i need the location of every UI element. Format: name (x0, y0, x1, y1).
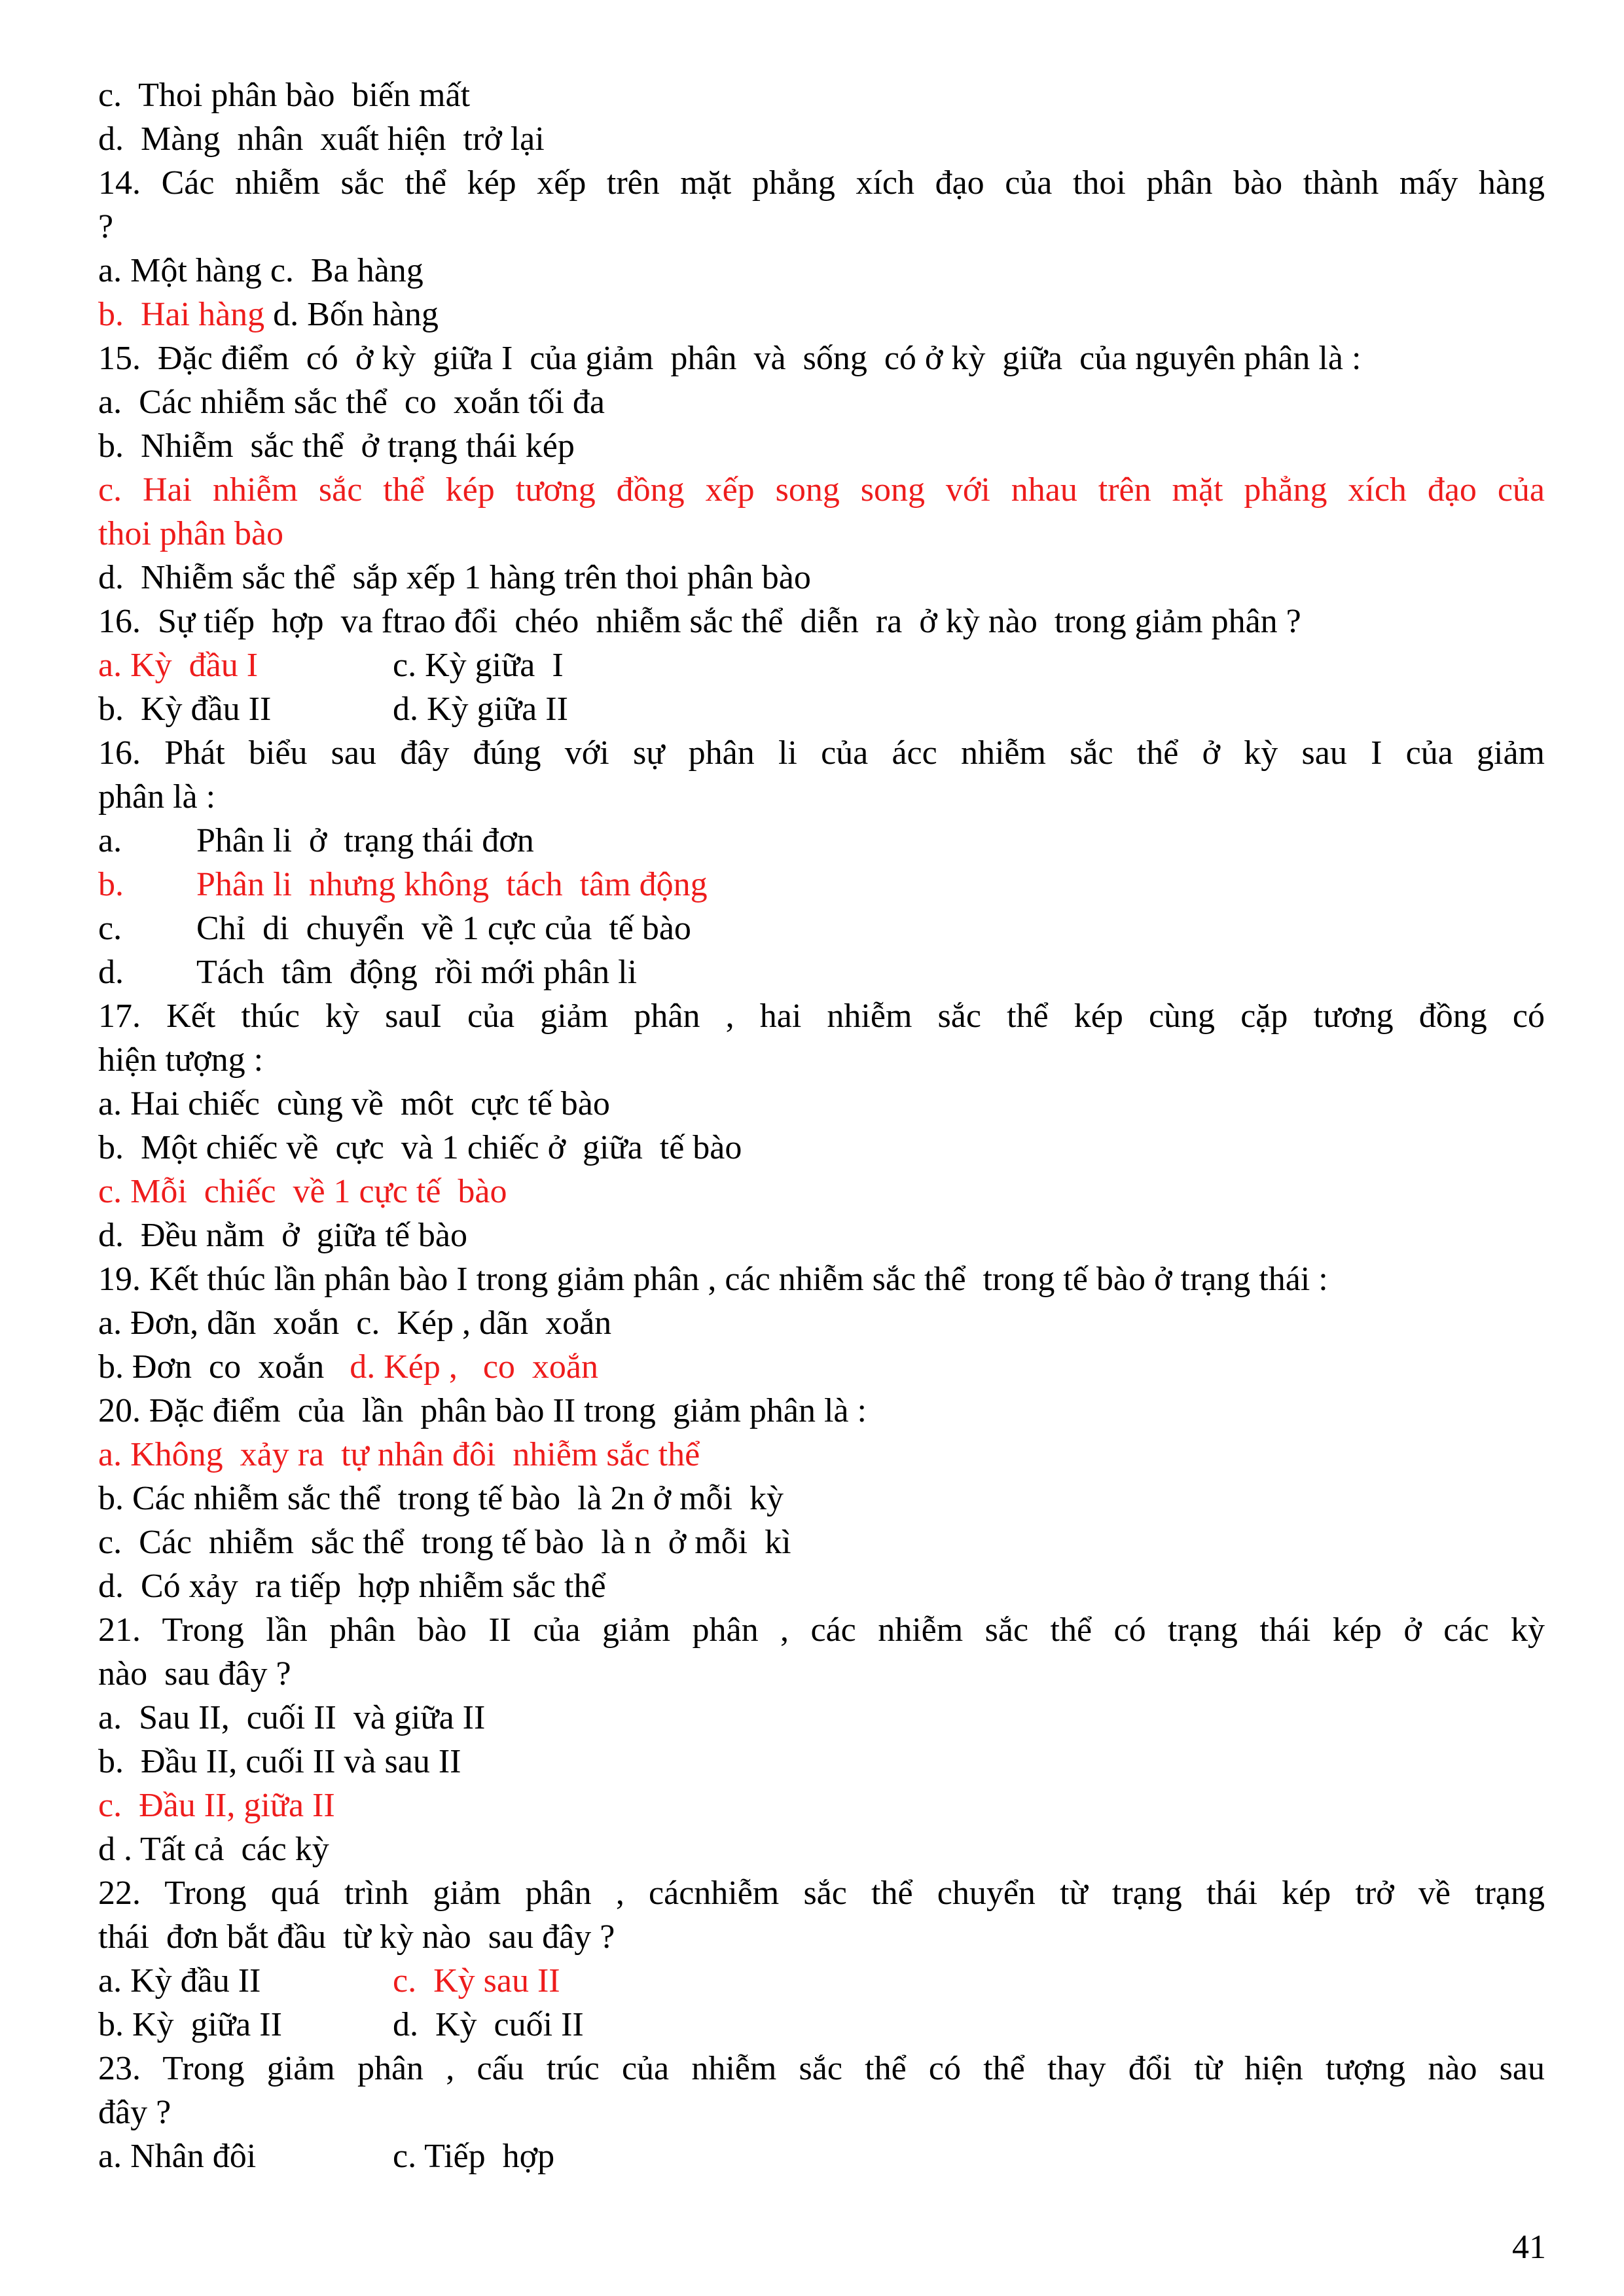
option-d (98, 950, 1545, 994)
option-a: a. Sau II, cuối II và giữa II (98, 1699, 486, 1736)
text-line: thái đơn bắt đầu từ kỳ nào sau đây ? (98, 1918, 615, 1956)
option-a: a. Một hàng (98, 252, 262, 289)
answer-row (98, 1345, 1545, 1389)
option-a: a. Hai chiếc cùng về môt cực tế bào (98, 1085, 610, 1122)
correct-answer: b. Hai hàng (98, 296, 265, 333)
answer-row (98, 293, 1545, 336)
option-c (98, 906, 1545, 950)
text-line: phân là : (98, 778, 216, 816)
option-text: Chỉ di chuyển về 1 cực của tế bào (196, 910, 691, 947)
option-b: b. Kỳ đầu II (98, 691, 272, 728)
text-line: nào sau đây ? (98, 1655, 291, 1693)
option-c: c. Ba hàng (261, 252, 424, 289)
page-number: 41 (1512, 2229, 1546, 2266)
answer-row (98, 1301, 1545, 1345)
page-content (98, 73, 1545, 2178)
option-label: b. (98, 866, 124, 903)
question-20: 20. Đặc điểm của lần phân bào II trong giảm phân là : (98, 1392, 867, 1429)
option-text: Tách tâm động rồi mới phân li (196, 954, 638, 991)
correct-answer: c. Hai nhiễm sắc thể kép tương đồng xếp song song với nhau trên mặt phẳng xích đạo của (98, 471, 1545, 509)
answer-row (98, 643, 1545, 687)
option-a: a. Các nhiễm sắc thể co xoắn tối đa (98, 384, 605, 421)
correct-answer: c. Đầu II, giữa II (98, 1787, 335, 1824)
option-c: c. Tiếp hợp (393, 2138, 555, 2175)
option-text: Phân li ở trạng thái đơn (196, 822, 534, 859)
option-text: Phân li nhưng không tách tâm động (196, 866, 708, 903)
option-d: d. Đều nằm ở giữa tế bào (98, 1217, 467, 1254)
option-a: a. Kỳ đầu II (98, 1962, 261, 2000)
option-a: a. Nhân đôi (98, 2138, 257, 2175)
correct-answer: d. Kép , co xoắn (324, 1348, 599, 1386)
option-d: d. Kỳ giữa II (393, 691, 568, 728)
question-22: 22. Trong quá trình giảm phân , cácnhiễm sắc thể chuyển từ trạng thái kép trở về trạng (98, 1874, 1545, 1912)
text-line: hiện tượng : (98, 1041, 264, 1079)
option-d: d. Nhiễm sắc thể sắp xếp 1 hàng trên thoi phân bào (98, 559, 811, 596)
option-d: d. Bốn hàng (264, 296, 439, 333)
option-c: c. Kỳ giữa I (393, 647, 564, 684)
correct-answer: a. Kỳ đầu I (98, 647, 259, 684)
text-line: đây ? (98, 2094, 171, 2131)
option-b: b. Đầu II, cuối II và sau II (98, 1743, 461, 1780)
option-a: a. Đơn, dãn xoắn (98, 1304, 340, 1342)
option-c: c. Kép , dãn xoắn (339, 1304, 612, 1342)
text-line: c. Thoi phân bào biến mất (98, 77, 471, 114)
question-21: 21. Trong lần phân bào II của giảm phân , các nhiễm sắc thể có trạng thái kép ở các kỳ (98, 1611, 1545, 1649)
option-label: c. (98, 910, 122, 947)
option-b: b. Một chiếc về cực và 1 chiếc ở giữa tế bào (98, 1129, 742, 1166)
option-label: d. (98, 954, 124, 991)
question-14: 14. Các nhiễm sắc thể kép xếp trên mặt phẳng xích đạo của thoi phân bào thành mấy hàng (98, 164, 1545, 202)
option-b: b. Kỳ giữa II (98, 2006, 282, 2043)
option-b: b. Các nhiễm sắc thể trong tế bào là 2n ở mỗi kỳ (98, 1480, 784, 1517)
answer-row (98, 2134, 1545, 2178)
correct-answer: a. Không xảy ra tự nhân đôi nhiễm sắc thể (98, 1436, 700, 1473)
text-line: ? (98, 208, 114, 245)
text-line: d. Màng nhân xuất hiện trở lại (98, 120, 545, 158)
option-label: a. (98, 822, 122, 859)
option-a (98, 819, 1545, 863)
option-b: b. Đơn co xoắn (98, 1348, 325, 1386)
answer-row (98, 1959, 1545, 2003)
option-d: d. Có xảy ra tiếp hợp nhiễm sắc thể (98, 1568, 606, 1605)
question-16: 16. Sự tiếp hợp va ftrao đổi chéo nhiễm sắc thể diễn ra ở kỳ nào trong giảm phân ? (98, 603, 1301, 640)
question-19: 19. Kết thúc lần phân bào I trong giảm phân , các nhiễm sắc thể trong tế bào ở trạng thái : (98, 1261, 1328, 1298)
option-c: c. Các nhiễm sắc thể trong tế bào là n ở mỗi kì (98, 1524, 791, 1561)
question-17: 17. Kết thúc kỳ sauI của giảm phân , hai nhiễm sắc thể kép cùng cặp tương đồng có (98, 997, 1545, 1035)
correct-answer-cont: thoi phân bào (98, 515, 284, 552)
answer-row (98, 687, 1545, 731)
correct-answer: c. Kỳ sau II (393, 1962, 560, 2000)
correct-answer: c. Mỗi chiếc về 1 cực tế bào (98, 1173, 507, 1210)
question-15: 15. Đặc điểm có ở kỳ giữa I của giảm phân và sống có ở kỳ giữa của nguyên phân là : (98, 340, 1362, 377)
answer-row (98, 249, 1545, 293)
question-16b: 16. Phát biểu sau đây đúng với sự phân li của ácc nhiễm sắc thể ở kỳ sau I của giảm (98, 734, 1545, 772)
correct-answer (98, 863, 1545, 906)
option-d: d . Tất cả các kỳ (98, 1831, 329, 1868)
question-23: 23. Trong giảm phân , cấu trúc của nhiễm sắc thể có thể thay đổi từ hiện tượng nào sau (98, 2050, 1545, 2087)
answer-row (98, 2003, 1545, 2047)
option-b: b. Nhiễm sắc thể ở trạng thái kép (98, 427, 575, 465)
option-d: d. Kỳ cuối II (393, 2006, 584, 2043)
